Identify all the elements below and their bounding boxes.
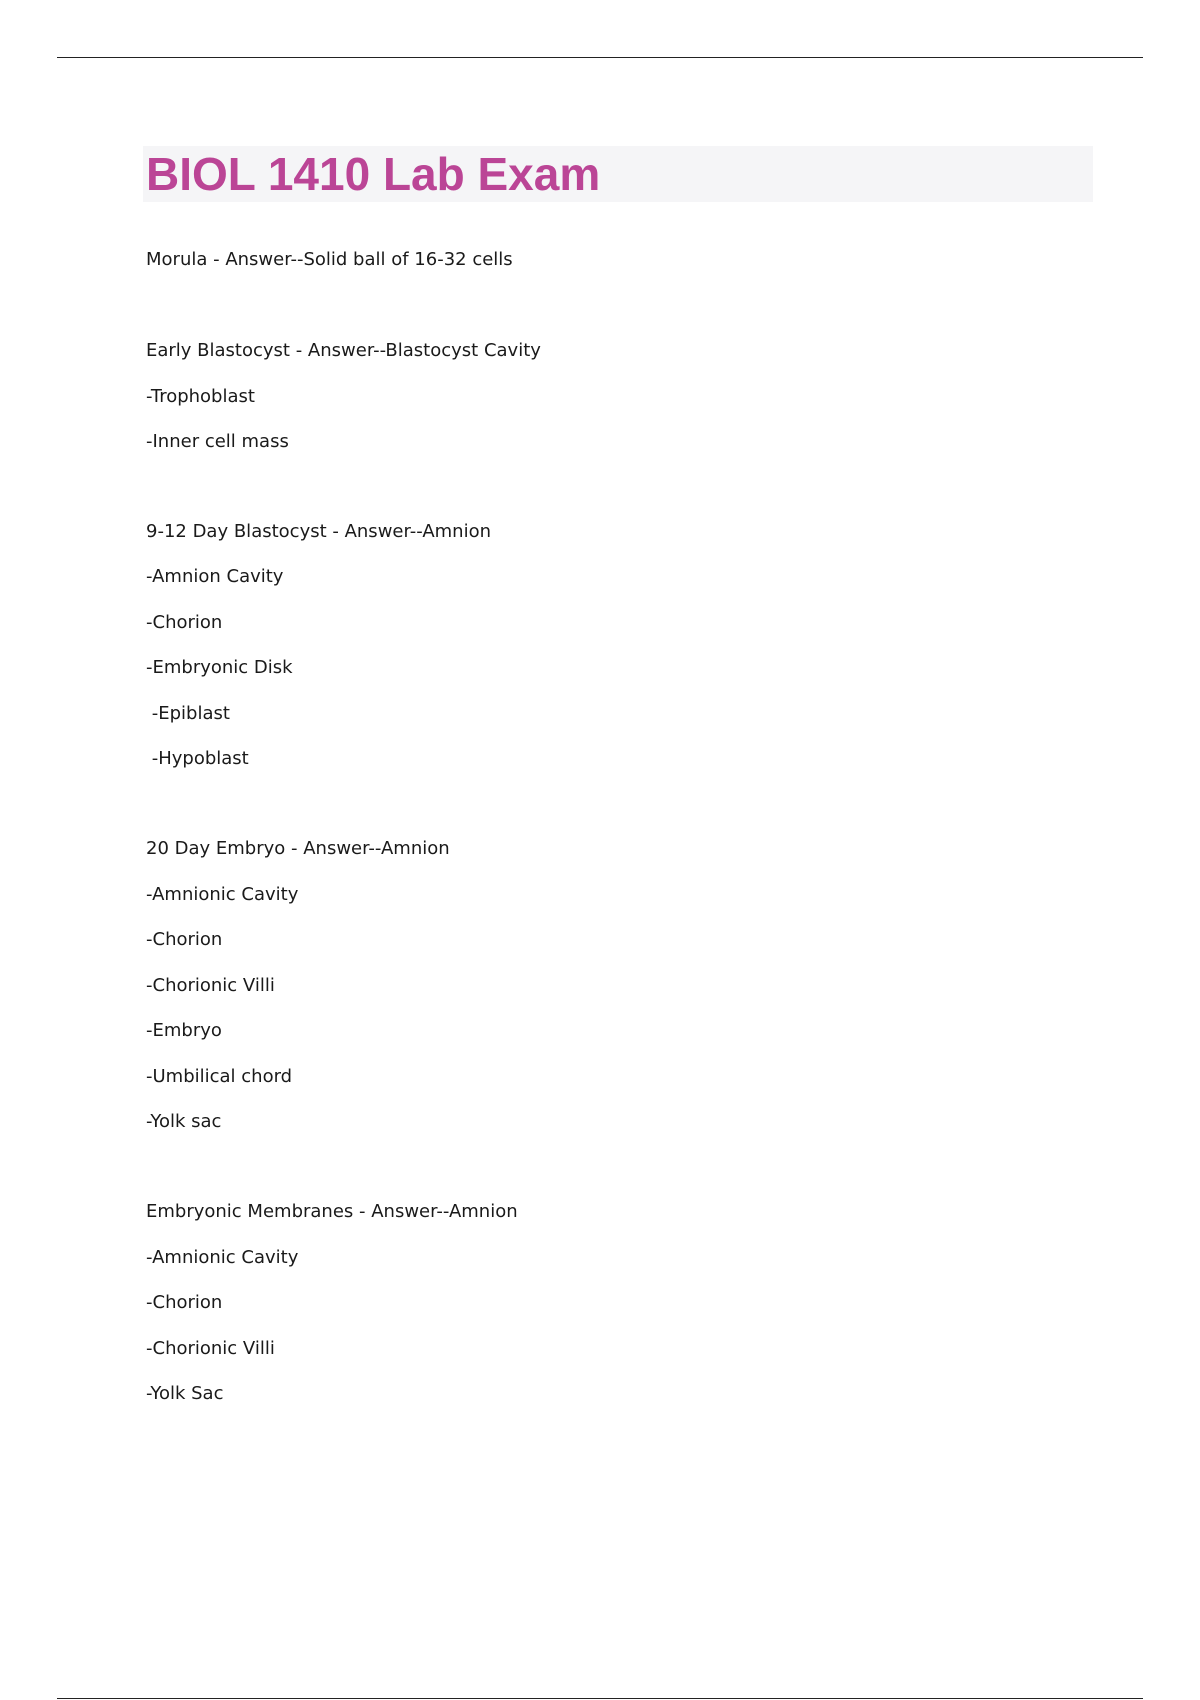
qa-line: -Umbilical chord (146, 1066, 293, 1087)
header-rule (57, 57, 1143, 58)
qa-line: -Trophoblast (146, 386, 255, 407)
qa-line: -Embryonic Disk (146, 657, 293, 678)
qa-line: -Chorionic Villi (146, 1338, 275, 1359)
qa-line: Early Blastocyst - Answer--Blastocyst Cavity (146, 340, 541, 361)
qa-line: -Yolk Sac (146, 1383, 224, 1404)
qa-line: -Yolk sac (146, 1111, 222, 1132)
qa-line: -Chorion (146, 1292, 223, 1313)
qa-line: -Chorionic Villi (146, 975, 275, 996)
qa-line: -Inner cell mass (146, 431, 289, 452)
qa-line: -Epiblast (146, 703, 230, 724)
qa-line: 20 Day Embryo - Answer--Amnion (146, 838, 450, 859)
qa-line: -Chorion (146, 612, 223, 633)
document-title: BIOL 1410 Lab Exam (146, 148, 601, 200)
qa-line: Embryonic Membranes - Answer--Amnion (146, 1201, 518, 1222)
qa-line: -Hypoblast (146, 748, 249, 769)
qa-line: -Embryo (146, 1020, 222, 1041)
qa-line: 9-12 Day Blastocyst - Answer--Amnion (146, 521, 492, 542)
footer-rule (57, 1698, 1143, 1699)
qa-line: -Amnionic Cavity (146, 884, 299, 905)
qa-line: Morula - Answer--Solid ball of 16-32 cells (146, 249, 513, 270)
qa-line: -Amnionic Cavity (146, 1247, 299, 1268)
qa-line: -Chorion (146, 929, 223, 950)
qa-line: -Amnion Cavity (146, 566, 284, 587)
